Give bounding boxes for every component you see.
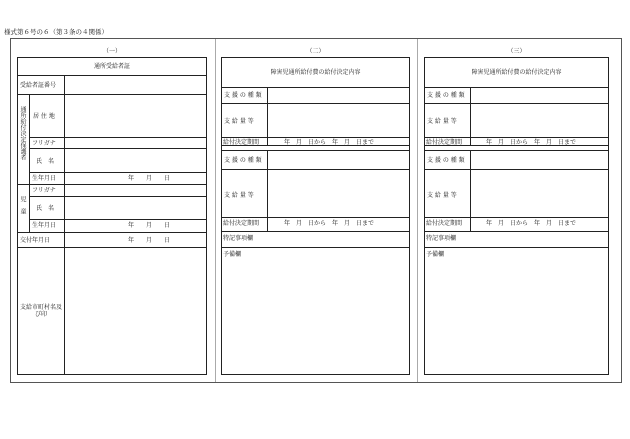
child-furigana-label: フリガナ [32, 187, 56, 194]
child-birthdate-label: 生年月日 [32, 222, 57, 229]
p2-reserve-label: 予備欄 [223, 251, 242, 258]
panel-2-title: 障害児通所給付費の給付決定内容 [270, 69, 361, 76]
p2-period-value-1: 年 月 日から 年 月 日まで [284, 139, 375, 146]
p3-period-value-2: 年 月 日から 年 月 日まで [486, 220, 577, 227]
panel-3-table [424, 57, 609, 375]
child-name-label: 氏 名 [36, 205, 55, 212]
panel-divider-2 [417, 39, 418, 382]
birthdate-label: 生年月日 [32, 175, 57, 182]
p2-support-type-1: 支 援 の 種 類 [224, 92, 262, 99]
panel-2-table [221, 57, 410, 375]
p2-payment-amount-1: 支 給 量 等 [224, 118, 254, 125]
name-label: 氏 名 [36, 158, 55, 165]
p2-notes-label: 特記事項欄 [223, 235, 254, 242]
p2-period-value-2: 年 月 日から 年 月 日まで [284, 220, 375, 227]
issue-date-value: 年 月 日 [128, 237, 171, 244]
p3-period-1: 給付決定期間 [426, 139, 463, 146]
child-group-label: 児 童 [19, 196, 26, 214]
p3-period-2: 給付決定期間 [426, 220, 463, 227]
p2-period-1: 給付決定期間 [223, 139, 260, 146]
p3-payment-amount-1: 支 給 量 等 [427, 118, 457, 125]
child-birthdate-value: 年 月 日 [128, 222, 171, 229]
panel-divider-1 [215, 39, 216, 382]
p3-support-type-1: 支 援 の 種 類 [427, 92, 465, 99]
municipality-label: 支給市町村名及び印 [19, 304, 62, 318]
issue-date-label: 交付年月日 [20, 237, 51, 244]
p3-payment-amount-2: 支 給 量 等 [427, 192, 457, 199]
p3-support-type-2: 支 援 の 種 類 [427, 157, 465, 164]
p3-period-value-1: 年 月 日から 年 月 日まで [486, 139, 577, 146]
panel-1-header: （一） [102, 48, 121, 55]
birthdate-value: 年 月 日 [128, 175, 171, 182]
p3-reserve-label: 予備欄 [426, 251, 445, 258]
panel-3-header: （三） [507, 48, 526, 55]
address-label: 居 住 地 [33, 113, 55, 120]
recipient-no-label: 受給者証番号 [20, 82, 57, 89]
p2-support-type-2: 支 援 の 種 類 [224, 157, 262, 164]
panel-3-title: 障害児通所給付費の給付決定内容 [471, 69, 562, 76]
p2-payment-amount-2: 支 給 量 等 [224, 192, 254, 199]
p3-notes-label: 特記事項欄 [426, 235, 457, 242]
panel-1-title: 通所受給者証 [93, 63, 130, 70]
panel-2-header: （二） [306, 48, 325, 55]
p2-period-2: 給付決定期間 [223, 220, 260, 227]
panel-1-table [17, 57, 207, 375]
form-title: 様式第６号の６（第３条の４関係） [4, 28, 108, 36]
furigana-label: フリガナ [32, 140, 56, 147]
guardian-group-label: 通所給付決定保護者 [19, 106, 26, 160]
